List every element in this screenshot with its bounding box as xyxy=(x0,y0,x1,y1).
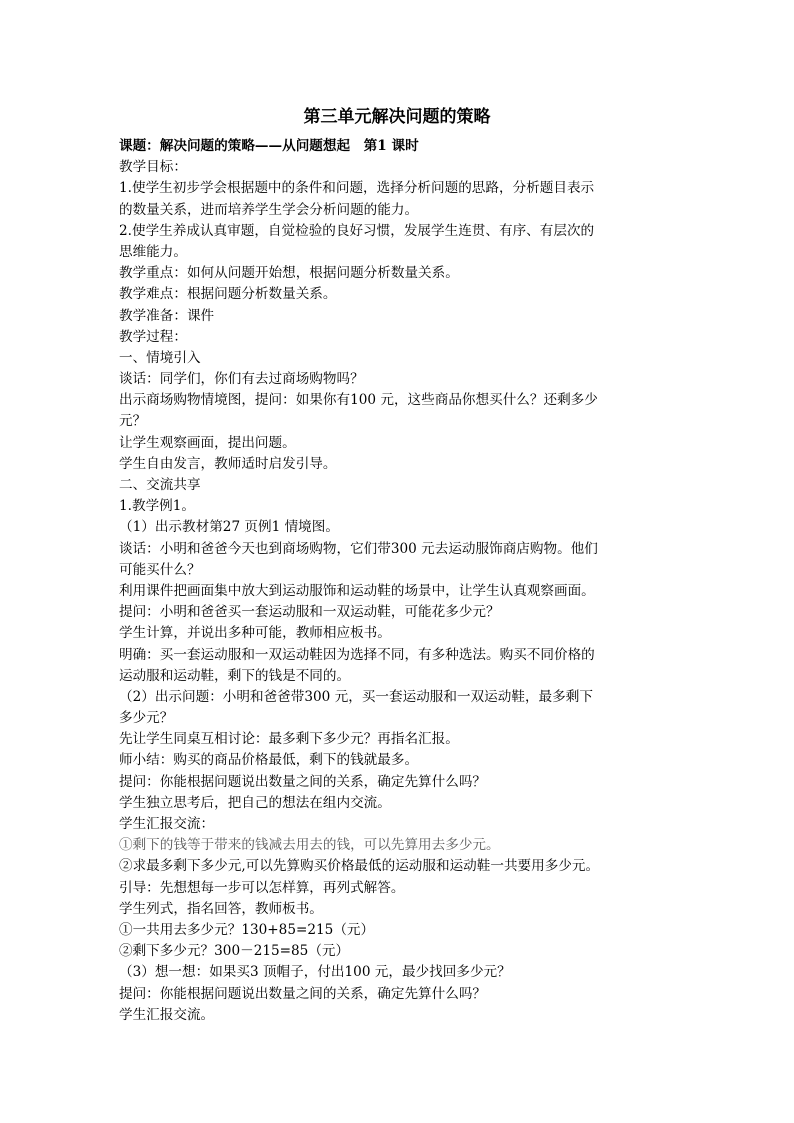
text-line: 多少元？ xyxy=(119,710,174,727)
text-line: ①一共用去多少元？130+85=215（元） xyxy=(119,921,375,938)
text-line: 教学准备：课件 xyxy=(119,307,215,324)
text-line: 学生自由发言，教师适时启发引导。 xyxy=(119,455,337,472)
text-line: （1）出示教材第27 页例1 情境图。 xyxy=(119,519,339,536)
text-line: 提问：小明和爸爸买一套运动服和一双运动鞋，可能花多少元？ xyxy=(119,604,500,621)
text-line: 提问：你能根据问题说出数量之间的关系，确定先算什么吗？ xyxy=(119,985,487,1002)
text-line: 学生列式，指名回答，教师板书。 xyxy=(119,900,323,917)
section-heading: 一、情境引入 xyxy=(119,349,201,366)
lesson-topic-line: 课题：解决问题的策略——从问题想起 第1 课时 xyxy=(119,138,419,154)
text-line: 元？ xyxy=(119,413,147,430)
document-title: 第三单元解决问题的策略 xyxy=(303,107,491,127)
text-line: （2）出示问题：小明和爸爸带300 元，买一套运动服和一双运动鞋，最多剩下 xyxy=(119,688,593,705)
text-line: （3）想一想：如果买3 顶帽子，付出100 元，最少找回多少元？ xyxy=(119,964,511,981)
text-line: 谈话：小明和爸爸今天也到商场购物，它们带300 元去运动服饰商店购物。他们 xyxy=(119,540,598,557)
text-line: 运动服和运动鞋，剩下的钱是不同的。 xyxy=(119,667,351,684)
section-heading: 二、交流共享 xyxy=(119,477,201,493)
text-line: 2.使学生养成认真审题，自觉检验的良好习惯，发展学生连贯、有序、有层次的 xyxy=(119,222,595,239)
text-line: ②求最多剩下多少元,可以先算购买价格最低的运动服和运动鞋一共要用多少元。 xyxy=(119,858,600,875)
text-line: 的数量关系，进而培养学生学会分析问题的能力。 xyxy=(119,201,419,218)
text-line: 提问：你能根据问题说出数量之间的关系，确定先算什么吗？ xyxy=(119,773,487,790)
text-line: 引导：先想想每一步可以怎样算，再列式解答。 xyxy=(119,879,405,896)
text-line: 学生独立思考后，把自己的想法在组内交流。 xyxy=(119,794,391,811)
text-line: 出示商场购物情境图，提问：如果你有100 元，这些商品你想买什么？还剩多少 xyxy=(119,392,598,409)
text-line: 教学难点：根据问题分析数量关系。 xyxy=(119,286,337,303)
text-line: 师小结：购买的商品价格最低，剩下的钱就最多。 xyxy=(119,752,419,769)
text-line: 先让学生同桌互相讨论：最多剩下多少元？再指名汇报。 xyxy=(119,731,459,748)
document-body xyxy=(119,136,679,1026)
text-line: 思维能力。 xyxy=(119,243,187,260)
text-line: ①剩下的钱等于带来的钱减去用去的钱，可以先算用去多少元。 xyxy=(119,837,500,854)
text-line: 学生汇报交流。 xyxy=(119,1006,215,1023)
text-line: 1.教学例1。 xyxy=(119,498,195,515)
text-line: 1.使学生初步学会根据题中的条件和问题，选择分析问题的思路，分析题目表示 xyxy=(119,180,595,197)
text-line: 谈话：同学们，你们有去过商场购物吗？ xyxy=(119,371,364,388)
text-line: 教学重点：如何从问题开始想，根据问题分析数量关系。 xyxy=(119,265,459,282)
text-line: 学生汇报交流： xyxy=(119,816,215,832)
text-line: 可能买什么？ xyxy=(119,561,201,578)
text-line: 明确：买一套运动服和一双运动鞋因为选择不同，有多种选法。购买不同价格的 xyxy=(119,646,595,663)
text-line: 利用课件把画面集中放大到运动服饰和运动鞋的场景中，让学生认真观察画面。 xyxy=(119,582,595,599)
text-line: 教学目标： xyxy=(119,159,187,176)
text-line: ②剩下多少元？300－215=85（元） xyxy=(119,943,350,960)
text-line: 学生计算，并说出多种可能，教师相应板书。 xyxy=(119,625,391,642)
text-line: 让学生观察画面，提出问题。 xyxy=(119,434,296,451)
text-line: 教学过程： xyxy=(119,328,187,345)
